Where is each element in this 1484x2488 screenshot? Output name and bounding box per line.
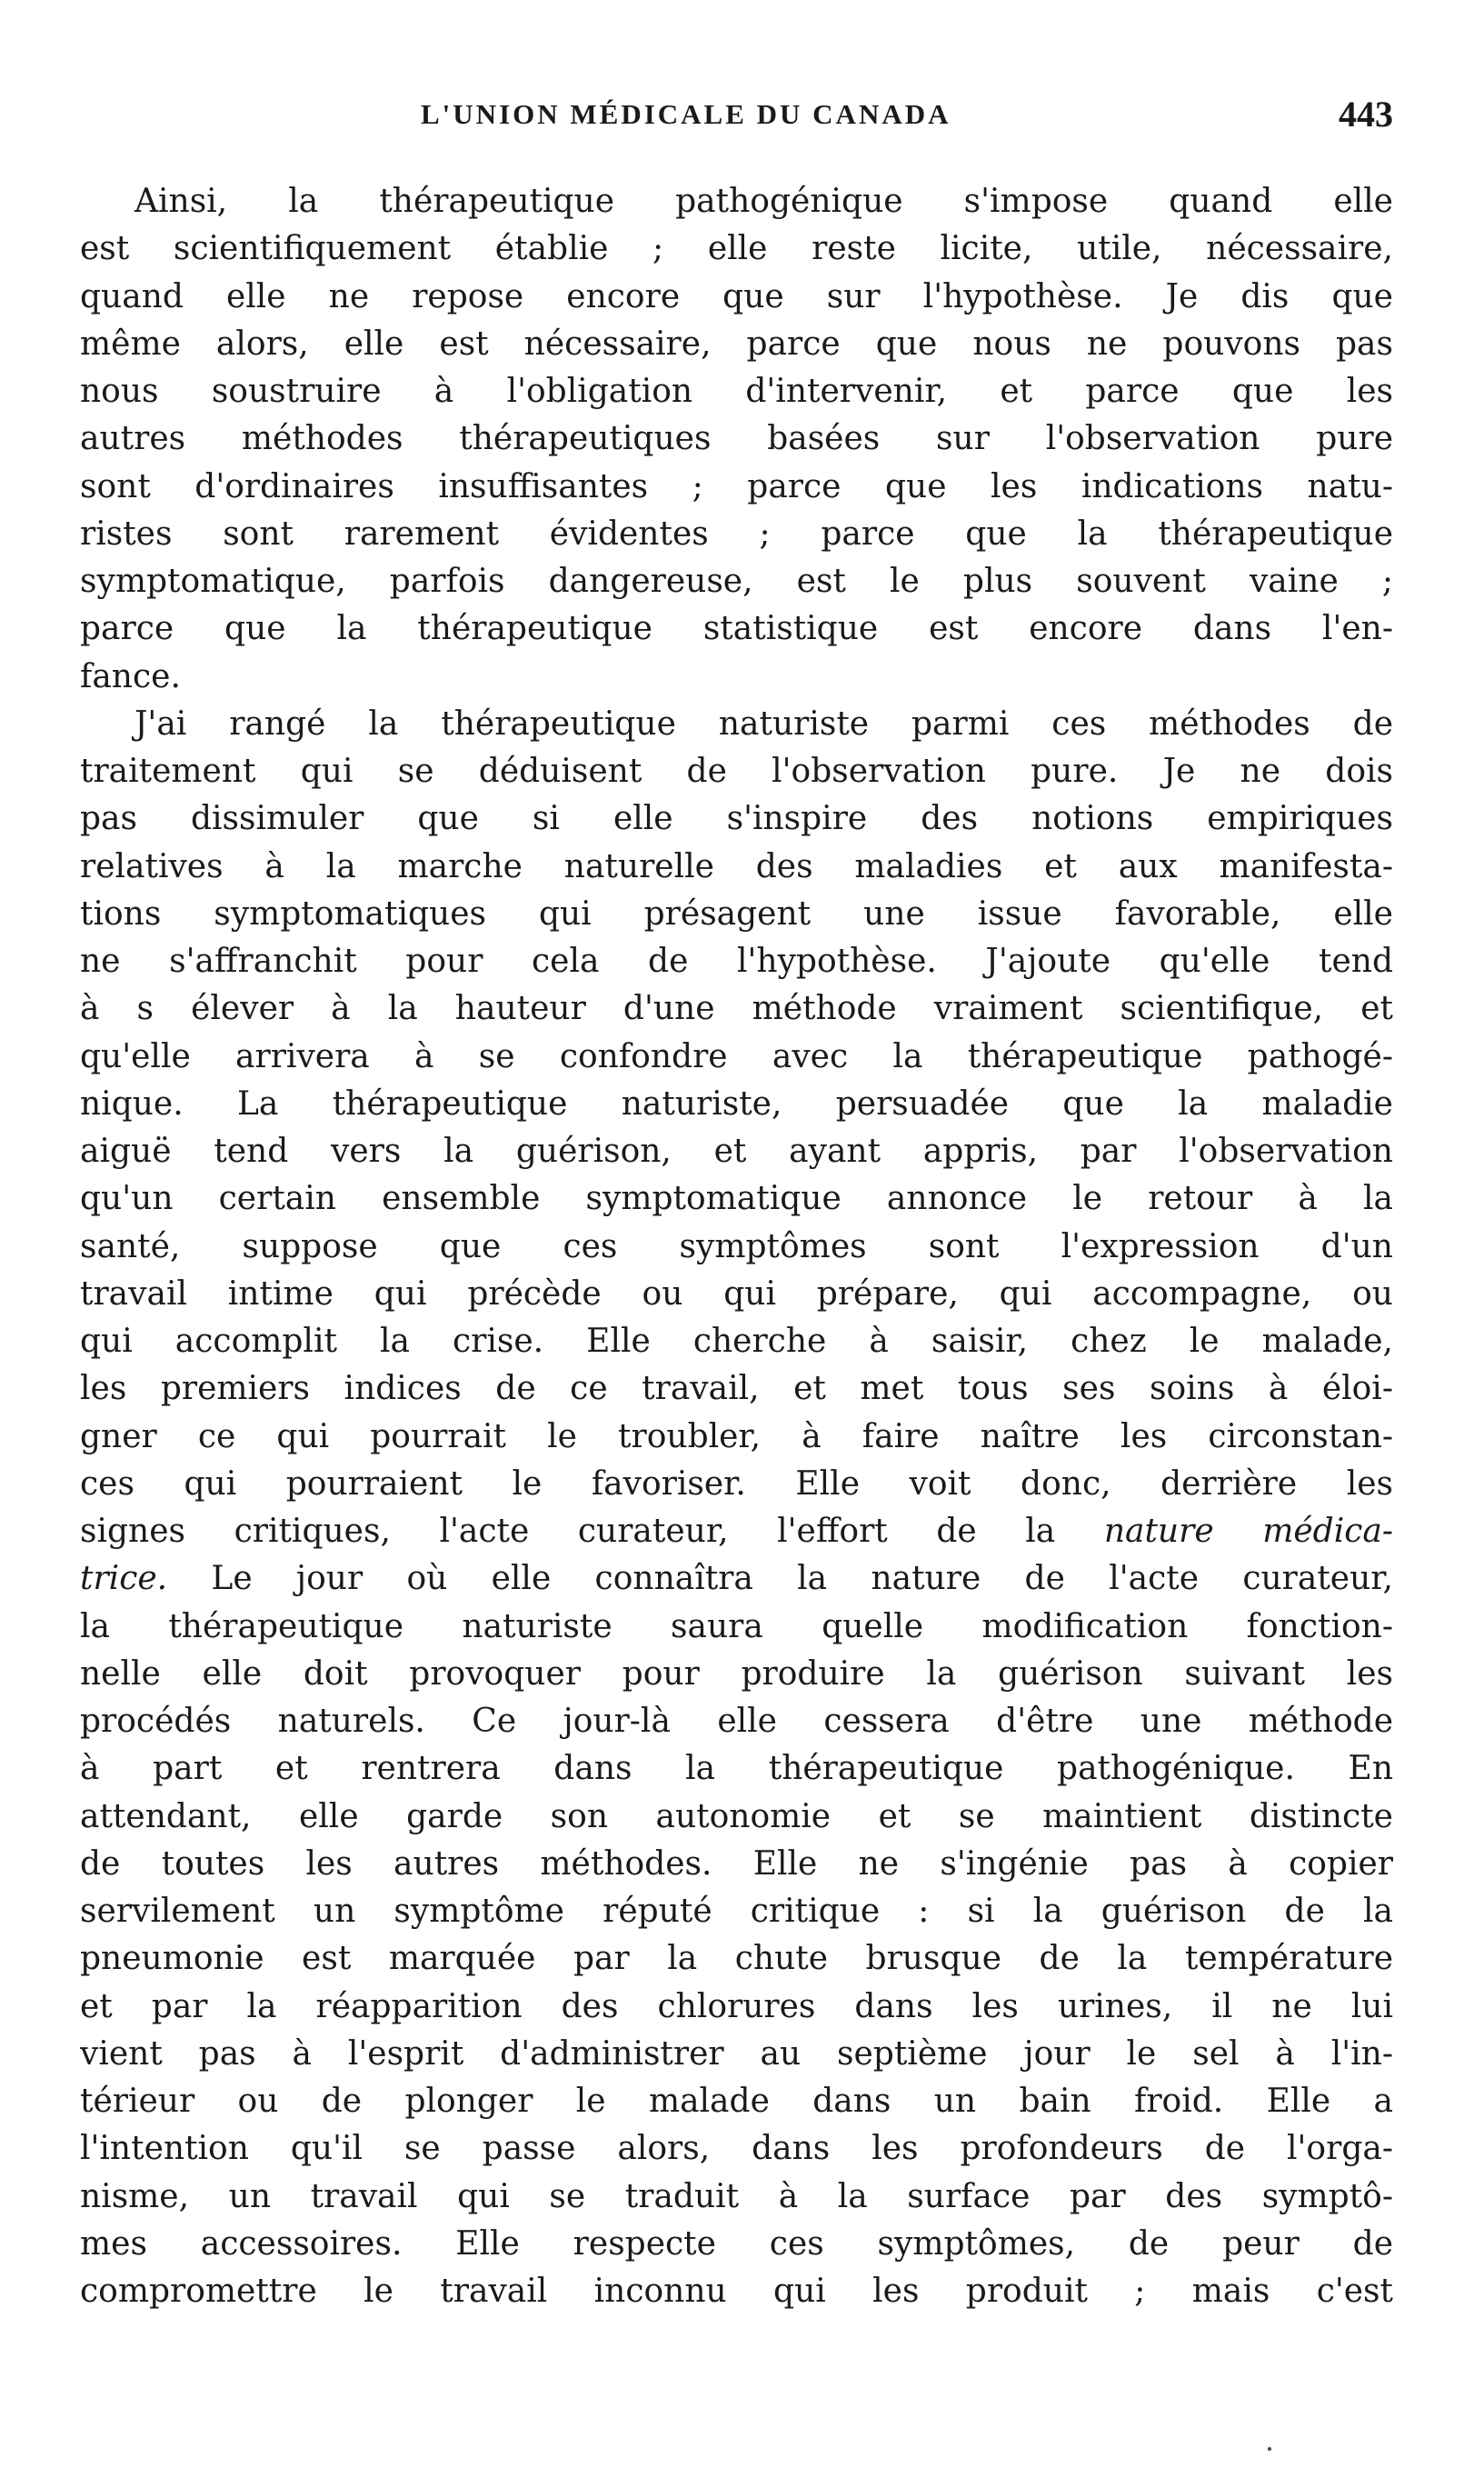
text-line: J'ai rangé la thérapeutique naturiste parmi ces méthodes de xyxy=(134,704,1393,743)
text-line: mes accessoires. Elle respecte ces symptômes, de peur de xyxy=(80,2224,1393,2263)
text-line: à s élever à la hauteur d'une méthode vraiment scientifique, et xyxy=(80,990,1393,1028)
text-line: parce que la thérapeutique statistique est encore dans l'en- xyxy=(80,610,1393,648)
text-line: Ainsi, la thérapeutique pathogénique s'impose quand elle xyxy=(134,183,1393,220)
text-line: ristes sont rarement évidentes ; parce que la thérapeutique xyxy=(80,515,1393,553)
italic-phrase: nature médica- xyxy=(1103,1513,1393,1550)
text-line: attendant, elle garde son autonomie et se maintient distincte xyxy=(80,1797,1393,1835)
text-line: de toutes les autres méthodes. Elle ne s'ingénie pas à copier xyxy=(80,1844,1393,1883)
text-line: pas dissimuler que si elle s'inspire des notions empiriques xyxy=(80,800,1393,838)
text-line: gner ce qui pourrait le troubler, à faire naître les circonstan- xyxy=(80,1417,1393,1455)
page-number: 443 xyxy=(1339,94,1393,135)
text-line: l'intention qu'il se passe alors, dans les profondeurs de l'orga- xyxy=(80,2130,1393,2168)
text-line: procédés naturels. Ce jour-là elle cessera d'être une méthode xyxy=(80,1703,1393,1740)
text-line: compromettre le travail inconnu qui les produit ; mais c'est xyxy=(80,2273,1393,2310)
text-line: traitement qui se déduisent de l'observation pure. Je ne dois xyxy=(80,753,1393,790)
text-line: ces qui pourraient le favoriser. Elle voit donc, derrière les xyxy=(80,1464,1393,1503)
text-line: autres méthodes thérapeutiques basées sur l'observation pure xyxy=(80,420,1393,458)
journal-title: L'UNION MÉDICALE DU CANADA xyxy=(421,98,951,130)
text-line: vient pas à l'esprit d'administrer au septième jour le sel à l'in- xyxy=(80,2034,1393,2073)
text-line: qu'un certain ensemble symptomatique annonce le retour à la xyxy=(80,1180,1393,1218)
text-line: relatives à la marche naturelle des maladies et aux manifesta- xyxy=(80,847,1393,885)
text-line: tions symptomatiques qui présagent une issue favorable, elle xyxy=(80,894,1393,933)
text-line: les premiers indices de ce travail, et met tous ses soins à éloi- xyxy=(80,1370,1393,1408)
text-line: santé, suppose que ces symptômes sont l'expression d'un xyxy=(80,1227,1393,1265)
text-line: sont d'ordinaires insuffisantes ; parce que les indications natu- xyxy=(80,467,1393,505)
running-header xyxy=(80,91,1393,145)
text-line: nelle elle doit provoquer pour produire la guérison suivant les xyxy=(80,1654,1393,1693)
text-line: nisme, un travail qui se traduit à la surface par des symptô- xyxy=(80,2177,1393,2215)
text-line: travail intime qui précède ou qui prépare, qui accompagne, ou xyxy=(80,1274,1393,1313)
text-line: pneumonie est marquée par la chute brusque de la température xyxy=(80,1940,1393,1978)
text-line: la thérapeutique naturiste saura quelle modification fonction- xyxy=(80,1607,1393,1645)
text-line: est scientifiquement établie ; elle reste licite, utile, nécessaire, xyxy=(80,230,1393,268)
text-line: quand elle ne repose encore que sur l'hypothèse. Je dis que xyxy=(80,277,1393,315)
text-line: nous soustruire à l'obligation d'intervenir, et parce que les xyxy=(80,373,1393,410)
text-line: trice. Le jour où elle connaîtra la nature de l'acte curateur, xyxy=(80,1560,1393,1598)
italic-phrase: trice. xyxy=(80,1560,168,1598)
text-line: servilement un symptôme réputé critique : si la guérison de la xyxy=(80,1893,1393,1930)
text-line: ne s'affranchit pour cela de l'hypothèse. J'ajoute qu'elle tend xyxy=(80,943,1393,980)
text-line: nique. La thérapeutique naturiste, persuadée que la maladie xyxy=(80,1084,1393,1123)
text-line: même alors, elle est nécessaire, parce que nous ne pouvons pas xyxy=(80,325,1393,363)
text-line: symptomatique, parfois dangereuse, est le plus souvent vaine ; xyxy=(80,563,1393,600)
text-line: signes critiques, l'acte curateur, l'effort de la nature médica- xyxy=(80,1513,1393,1550)
text-line: et par la réapparition des chlorures dans les urines, il ne lui xyxy=(80,1987,1393,2025)
text-line: qui accomplit la crise. Elle cherche à saisir, chez le malade, xyxy=(80,1323,1393,1360)
text-line: à part et rentrera dans la thérapeutique pathogénique. En xyxy=(80,1750,1393,1788)
text-line: fance. xyxy=(80,657,181,695)
stray-ink-mark xyxy=(1268,2447,1271,2451)
text-line: aiguë tend vers la guérison, et ayant appris, par l'observation xyxy=(80,1133,1393,1170)
body-text xyxy=(80,178,1393,2315)
text-line: qu'elle arrivera à se confondre avec la thérapeutique pathogé- xyxy=(80,1037,1393,1075)
text-line: térieur ou de plonger le malade dans un bain froid. Elle a xyxy=(80,2083,1393,2120)
